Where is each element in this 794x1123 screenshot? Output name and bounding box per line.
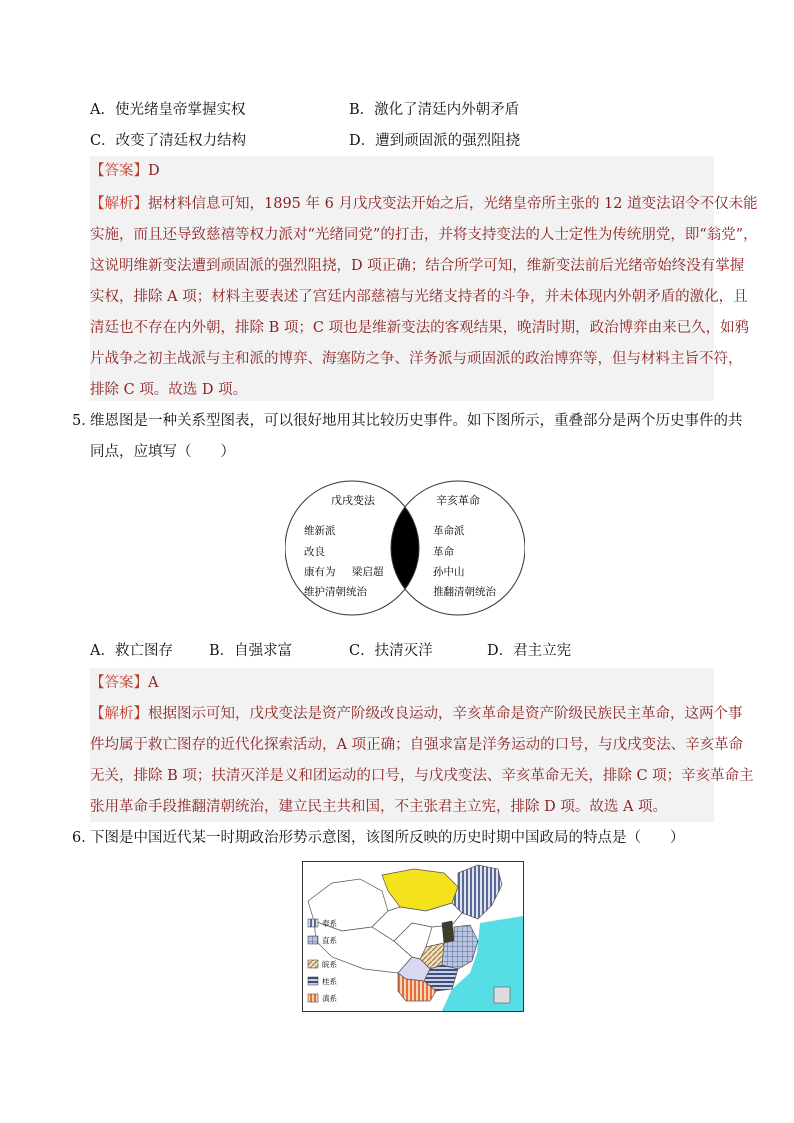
answer-tag: 【答案】 [90,163,148,179]
venn-left-item: 维新派 [304,525,336,537]
q5-option-c: C．扶清灭洋 [349,643,433,659]
q5-number: 5． [72,413,96,429]
venn-left-item: 梁启超 [352,566,384,578]
analysis-tag: 【解析】 [90,706,148,722]
venn-right-item: 孙中山 [433,566,465,578]
legend-swatch-wanxi [308,960,318,968]
venn-left-item: 改良 [304,546,325,558]
legend-label: 直系 [322,936,337,945]
venn-right-item: 革命派 [433,525,465,537]
q5-stem-line: 维恩图是一种关系型图表，可以很好地用其比较历史事件。如下图所示，重叠部分是两个历史事件的共 [90,413,743,429]
map-region-shanxi [442,921,454,943]
analysis-line: 实权，排除 A 项；材料主要表述了宫廷内部慈禧与光绪支持者的斗争，并未体现内外朝矛盾的激化，且 [90,289,748,305]
q4-option-c: C．改变了清廷权力结构 [90,133,247,149]
legend-swatch-dianxi [308,994,318,1002]
q4-answer-block [90,156,758,401]
analysis-line: 【解析】据材料信息可知，1895 年 6 月戊戌变法开始之后，光绪皇帝所主张的 12 道变法诏令不仅未能 [90,196,758,212]
q5-option-d: D．君主立宪 [487,643,572,659]
legend-swatch-guixi [308,977,318,985]
answer-tag: 【答案】 [90,675,148,691]
analysis-tag: 【解析】 [90,196,148,212]
q6-number: 6． [72,830,96,846]
legend-label: 滇系 [322,994,337,1003]
q5-stem-line: 同点，应填写（ ） [90,444,235,460]
legend-label: 奉系 [322,919,337,928]
q5-option-b: B．自强求富 [209,643,293,659]
q4-option-d: D．遭到顽固派的强烈阻挠 [349,133,521,149]
venn-left-item: 维护清朝统治 [304,586,367,598]
analysis-line: 这说明维新变法遭到顽固派的强烈阻挠，D 项正确；结合所学可知，维新变法前后光绪帝始终没有掌握 [90,258,745,274]
q5-option-a: A．救亡图存 [90,643,173,659]
venn-left-title: 戊戌变法 [331,494,375,507]
venn-diagram [285,478,525,618]
analysis-line: 件均属于救亡图存的近代化探索活动，A 项正确；自强求富是洋务运动的口号，与戊戌变法、辛亥革命 [90,737,744,753]
q4-option-b: B．激化了清廷内外朝矛盾 [349,102,520,118]
map-inset [494,987,510,1003]
q5-answer-block [90,668,754,822]
analysis-line: 实施，而且还导致慈禧等权力派对“光绪同党”的打击，并将支持变法的人士定性为传统朋党，即“翁党”， [90,227,758,243]
answer-value: D [148,163,160,179]
q4-option-a: A．使光绪皇帝掌握实权 [90,102,246,118]
legend-swatch-zhixi [308,936,318,944]
analysis-line: 片战争之初主战派与主和派的博弈、海塞防之争、洋务派与顽固派的政治博弈等，但与材料主旨不符， [90,351,743,367]
analysis-line: 【解析】根据图示可知，戊戌变法是资产阶级改良运动，辛亥革命是资产阶级民族民主革命，这两个事 [90,706,743,722]
q4-answer-line [90,161,160,181]
analysis-line: 无关，排除 B 项；扶清灭洋是义和团运动的口号，与戊戌变法、辛亥革命无关，排除 C 项；辛亥革命主 [90,768,754,784]
venn-right-item: 革命 [433,546,454,558]
analysis-line: 清廷也不存在内外朝，排除 B 项；C 项也是维新变法的客观结果，晚清时期，政治博弈由来已久，如鸦 [90,320,750,336]
venn-right-item: 推翻清朝统治 [433,586,496,598]
legend-label: 皖系 [322,960,337,969]
venn-left-item: 康有为 [304,566,336,578]
legend-label: 桂系 [322,977,337,986]
legend-swatch-fengxi [308,919,318,927]
political-map [302,861,524,1012]
venn-right-title: 辛亥革命 [436,494,480,507]
q6-stem: 下图是中国近代某一时期政治形势示意图，该图所反映的历史时期中国政局的特点是（ ） [90,830,685,846]
q5-answer-line [90,673,158,693]
analysis-line: 张用革命手段推翻清朝统治，建立民主共和国，不主张君主立宪，排除 D 项。故选 A 项。 [90,799,668,815]
answer-value: A [148,675,159,691]
analysis-line: 排除 C 项。故选 D 项。 [90,382,248,398]
